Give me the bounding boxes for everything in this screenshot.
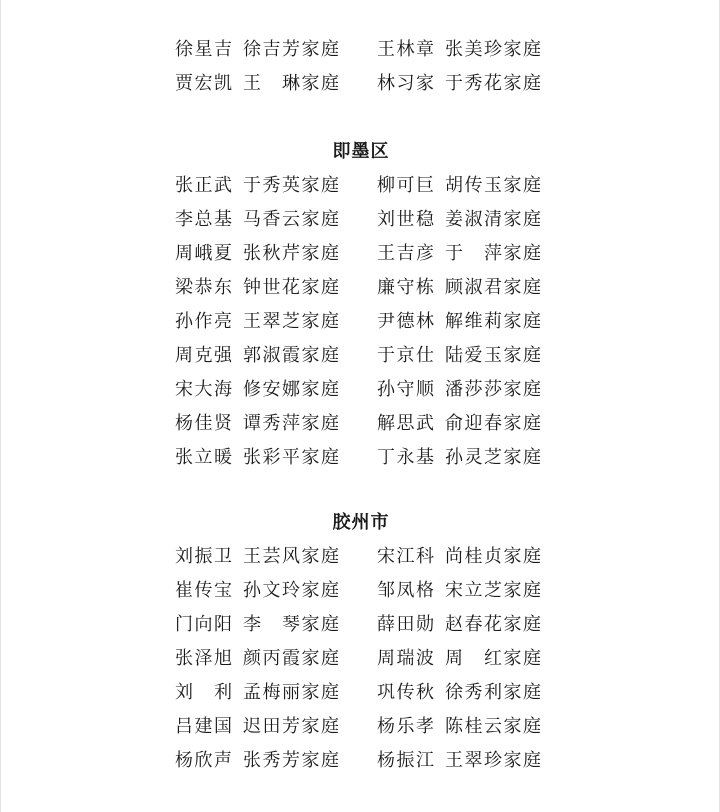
nominee-name: 张泽旭 [175,648,234,669]
nominee-name: 王林章 [377,39,436,60]
nominee-name: 解思武 [377,413,436,434]
name-row [1,203,720,237]
family-name: 俞迎春家庭 [445,413,543,434]
family-name: 于秀英家庭 [243,175,341,196]
family-name: 迟田芳家庭 [243,716,341,737]
family-name: 张秀芳家庭 [243,750,341,771]
family-name: 钟世花家庭 [243,277,341,298]
nominee-name: 丁永基 [377,447,436,468]
name-row [1,744,720,778]
nominee-name: 廉守栋 [377,277,436,298]
family-name: 修安娜家庭 [243,379,341,400]
nominee-name: 宋江科 [377,546,436,567]
family-name: 孟梅丽家庭 [243,682,341,703]
nominee-name: 刘世稳 [377,209,436,230]
family-name: 于 萍家庭 [445,243,543,264]
family-name: 谭秀萍家庭 [243,413,341,434]
nominee-name: 梁恭东 [175,277,234,298]
family-name: 陈桂云家庭 [445,716,543,737]
nominee-name: 周瑞波 [377,648,436,669]
family-name: 王翠珍家庭 [445,750,543,771]
name-row [1,574,720,608]
name-row [1,305,720,339]
nominee-name: 张立暖 [175,447,234,468]
family-name: 张美珍家庭 [445,39,543,60]
name-row [1,33,720,67]
family-name: 颜丙霞家庭 [243,648,341,669]
nominee-name: 林习家 [377,73,436,94]
nominee-name: 宋大海 [175,379,234,400]
nominee-name: 杨佳贤 [175,413,234,434]
nominee-name: 李总基 [175,209,234,230]
family-name: 潘莎莎家庭 [445,379,543,400]
family-name: 张彩平家庭 [243,447,341,468]
nominee-name: 周克强 [175,345,234,366]
family-name: 宋立芝家庭 [445,580,543,601]
name-row [1,540,720,574]
district-heading: 即墨区 [332,141,390,162]
family-name: 王芸风家庭 [243,546,341,567]
name-row [1,608,720,642]
nominee-name: 孙守顺 [377,379,436,400]
nominee-name: 尹德林 [377,311,436,332]
nominee-name: 杨欣声 [175,750,234,771]
nominee-name: 徐星吉 [175,39,234,60]
family-name: 孙灵芝家庭 [445,447,543,468]
nominee-name: 王吉彦 [377,243,436,264]
family-name: 徐秀利家庭 [445,682,543,703]
family-name: 顾淑君家庭 [445,277,543,298]
nominee-name: 崔传宝 [175,580,234,601]
nominee-name: 薛田勋 [377,614,436,635]
nominee-name: 巩传秋 [377,682,436,703]
family-name: 于秀花家庭 [445,73,543,94]
name-row [1,710,720,744]
nominee-name: 周峨夏 [175,243,234,264]
family-name: 姜淑清家庭 [445,209,543,230]
name-row [1,407,720,441]
family-name: 胡传玉家庭 [445,175,543,196]
nominee-name: 杨乐孝 [377,716,436,737]
name-row [1,676,720,710]
name-row [1,237,720,271]
family-name: 孙文玲家庭 [243,580,341,601]
nominee-name: 门向阳 [175,614,234,635]
family-name: 周 红家庭 [445,648,543,669]
name-row [1,169,720,203]
nominee-name: 张正武 [175,175,234,196]
nominee-name: 孙作亮 [175,311,234,332]
name-row [1,373,720,407]
district-heading: 胶州市 [332,512,390,533]
name-row [1,67,720,101]
nominee-name: 杨振江 [377,750,436,771]
nominee-name: 贾宏凯 [175,73,234,94]
family-name: 李 琴家庭 [243,614,341,635]
nominee-name: 刘 利 [175,682,234,703]
family-name: 马香云家庭 [243,209,341,230]
family-name: 郭淑霞家庭 [243,345,341,366]
nominee-name: 邹凤格 [377,580,436,601]
family-name: 王翠芝家庭 [243,311,341,332]
nominee-name: 吕建国 [175,716,234,737]
family-name: 陆爱玉家庭 [445,345,543,366]
family-name: 赵春花家庭 [445,614,543,635]
nominee-name: 于京仕 [377,345,436,366]
family-name: 徐吉芳家庭 [243,39,341,60]
family-name: 王 琳家庭 [243,73,341,94]
nominee-name: 刘振卫 [175,546,234,567]
family-name: 尚桂贞家庭 [445,546,543,567]
family-name: 张秋芹家庭 [243,243,341,264]
name-row [1,271,720,305]
name-row [1,339,720,373]
family-name: 解维莉家庭 [445,311,543,332]
nominee-name: 柳可巨 [377,175,436,196]
name-row [1,441,720,475]
name-row [1,642,720,676]
